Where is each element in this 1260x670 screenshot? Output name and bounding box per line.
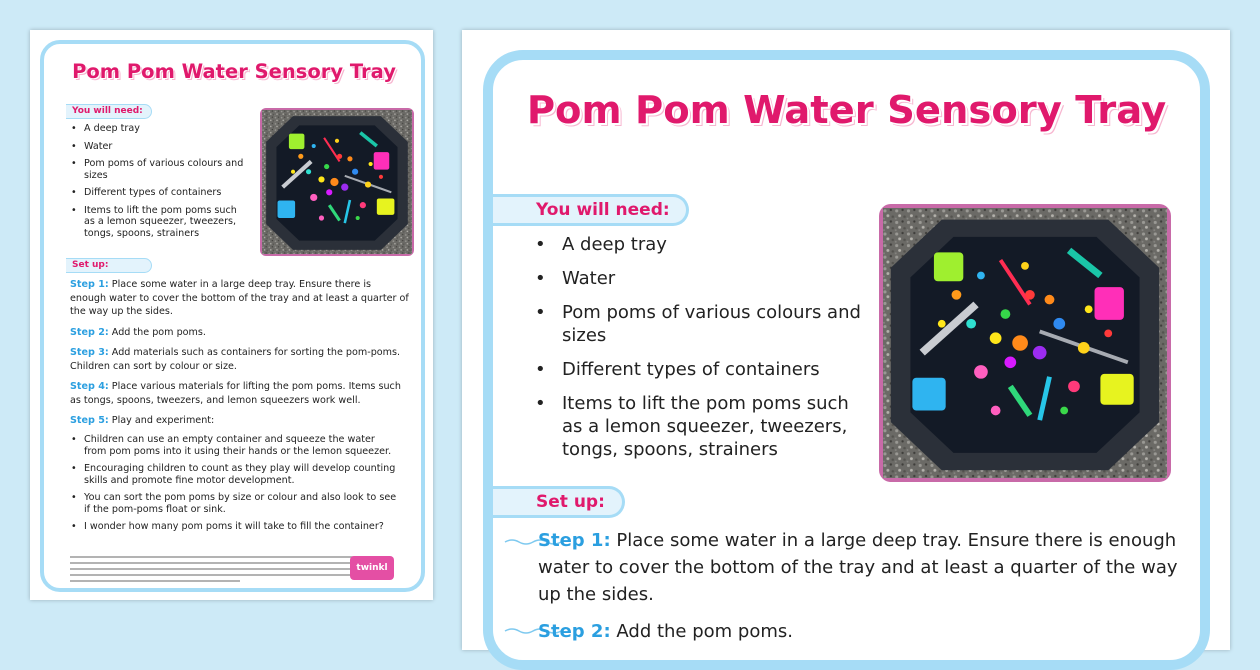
step-text: Add the pom poms.	[111, 327, 206, 338]
thumbnail-step-3	[70, 346, 410, 373]
list-item: • Encouraging children to count as they play will develop counting skills and promote fine motor development.	[84, 463, 400, 486]
step-text: Play and experiment:	[111, 415, 215, 426]
thumbnail-step-2	[70, 326, 410, 340]
thumbnail-frame	[40, 40, 425, 592]
list-item: • A deep tray	[562, 233, 872, 256]
main-page[interactable]	[462, 30, 1230, 650]
list-item: • You can sort the pom poms by size or colour and also look to see if the pom-poms float or sink.	[84, 492, 400, 515]
list-item: • Children can use an empty container and squeeze the water from pom poms into it using their hands or the lemon squeezer.	[84, 434, 400, 457]
list-item: • Items to lift the pom poms such as a lemon squeezer, tweezers, tongs, spoons, strainers	[84, 205, 244, 240]
thumbnail-step-4	[70, 380, 410, 407]
step-text: Add the pom poms.	[616, 621, 793, 642]
photo-icon	[879, 204, 1171, 482]
section-need: You will need:	[493, 194, 689, 226]
twinkl-logo: twinkl	[350, 556, 394, 580]
step-text: Place various materials for lifting the pom poms. Items such as tongs, spoons, tweezers, and lemon squeezers work well.	[70, 381, 401, 406]
step-text: Add materials such as containers for sorting the pom-poms. Children can sort by colour or size.	[70, 347, 401, 372]
list-item: • I wonder how many pom poms it will take to fill the container?	[84, 521, 400, 533]
step-label: Step 3:	[70, 347, 109, 358]
thumbnail-title: Pom Pom Water Sensory Tray	[72, 60, 396, 83]
section-setup: Set up:	[493, 486, 625, 518]
step-label: Step 4:	[70, 381, 109, 392]
main-frame	[483, 50, 1210, 670]
step-text: Place some water in a large deep tray. Ensure there is enough water to cover the bottom of the tray and at least a quarter of the way up the sides.	[70, 279, 409, 317]
fine-print	[70, 554, 360, 587]
step-label: Step 2:	[538, 621, 611, 642]
thumbnail-materials-list	[84, 123, 244, 245]
thumbnail-section-need: You will need:	[66, 104, 152, 119]
step-2	[538, 618, 1178, 645]
step-label: Step 1:	[70, 279, 109, 290]
list-item: • Water	[562, 267, 872, 290]
list-item: • Pom poms of various colours and sizes	[84, 158, 244, 181]
fine-print-lines	[70, 554, 360, 584]
list-item: • Different types of containers	[84, 187, 244, 199]
thumbnail-step-5	[70, 414, 410, 428]
thumbnail-section-setup: Set up:	[66, 258, 152, 273]
list-item: • Water	[84, 141, 244, 153]
thumbnail-page[interactable]	[30, 30, 433, 600]
materials-list	[562, 233, 872, 472]
list-item: • Items to lift the pom poms such as a lemon squeezer, tweezers, tongs, spoons, strainers	[562, 392, 872, 461]
photo-icon	[260, 108, 414, 256]
step-text: Place some water in a large deep tray. Ensure there is enough water to cover the bottom of the tray and at least a quarter of the way up the sides.	[538, 530, 1178, 605]
thumbnail-step-1	[70, 278, 410, 319]
thumbnail-tips-list	[84, 434, 400, 539]
step-label: Step 1:	[538, 530, 611, 551]
step-1	[538, 527, 1178, 608]
list-item: • Different types of containers	[562, 358, 872, 381]
page-title: Pom Pom Water Sensory Tray	[526, 88, 1167, 133]
step-label: Step 5:	[70, 415, 109, 426]
step-label: Step 2:	[70, 327, 109, 338]
list-item: • A deep tray	[84, 123, 244, 135]
list-item: • Pom poms of various colours and sizes	[562, 301, 872, 347]
